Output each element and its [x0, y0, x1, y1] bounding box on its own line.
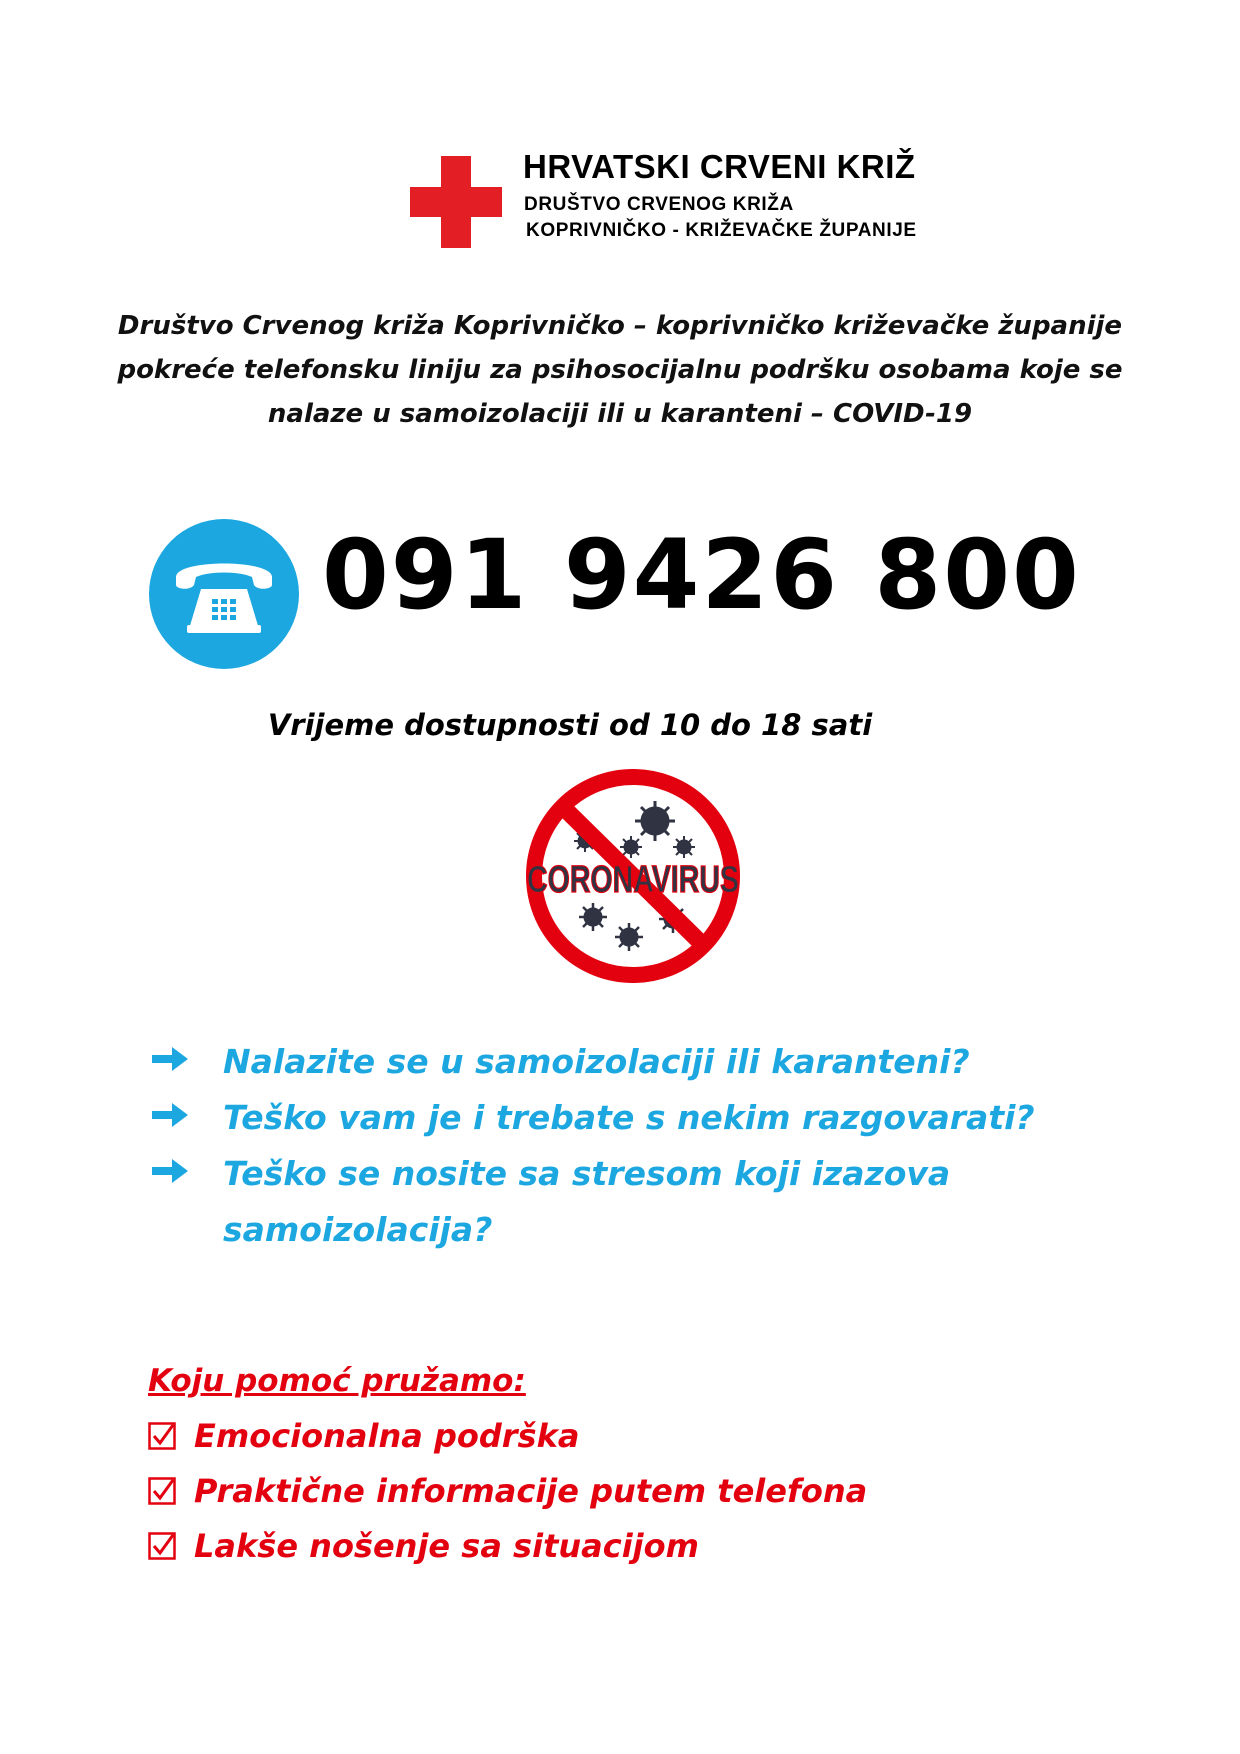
org-subtitle-line-2: KOPRIVNIČKO - KRIŽEVAČKE ŽUPANIJE: [526, 220, 917, 241]
telephone-icon: [149, 519, 299, 669]
intro-line: nalaze u samoizolaciji ili u karanteni – COVID-19: [267, 399, 973, 429]
list-item: [148, 1034, 1148, 1090]
org-title: HRVATSKI CRVENI KRIŽ: [523, 148, 916, 185]
checkbox-checked-icon: [148, 1422, 176, 1450]
arrow-right-icon: [150, 1156, 190, 1186]
arrow-right-icon: [150, 1044, 190, 1074]
question-text-continued: samoizolacija?: [223, 1210, 493, 1249]
red-cross-header: [405, 144, 965, 264]
help-section-title: Koju pomoć pružamo:: [148, 1363, 526, 1399]
help-item-text: Emocionalna podrška: [194, 1417, 580, 1455]
checkbox-checked-icon: [148, 1477, 176, 1505]
help-section: [148, 1353, 1148, 1574]
availability-hours: Vrijeme dostupnosti od 10 do 18 sati: [267, 708, 873, 742]
help-item-text: Praktične informacije putem telefona: [194, 1472, 868, 1510]
phone-number[interactable]: 091 9426 800: [322, 519, 1081, 631]
question-text: Teško se nosite sa stresom koji izazova: [223, 1154, 951, 1193]
no-coronavirus-icon: [523, 769, 743, 983]
help-item-text: Lakše nošenje sa situacijom: [194, 1527, 699, 1565]
org-subtitle-line-1: DRUŠTVO CRVENOG KRIŽA: [524, 194, 794, 215]
question-text: Nalazite se u samoizolaciji ili karanteni?: [223, 1042, 970, 1081]
red-cross-logo-icon: [410, 156, 502, 248]
intro-line: pokreće telefonsku liniju za psihosocijalnu podršku osobama koje se: [117, 355, 1123, 385]
question-list: [148, 1034, 1148, 1258]
arrow-right-icon: [150, 1100, 190, 1130]
checkbox-checked-icon: [148, 1532, 176, 1560]
list-item: [148, 1464, 1148, 1519]
intro-line: Društvo Crvenog križa Koprivničko – koprivničko križevačke županije: [117, 311, 1123, 341]
list-item: [148, 1519, 1148, 1574]
intro-paragraph: [110, 304, 1130, 436]
list-item: [148, 1146, 1148, 1258]
list-item: [148, 1090, 1148, 1146]
coronavirus-label: CORONAVIRUS: [527, 859, 739, 901]
question-text: Teško vam je i trebate s nekim razgovarati?: [223, 1098, 1035, 1137]
list-item: [148, 1409, 1148, 1464]
